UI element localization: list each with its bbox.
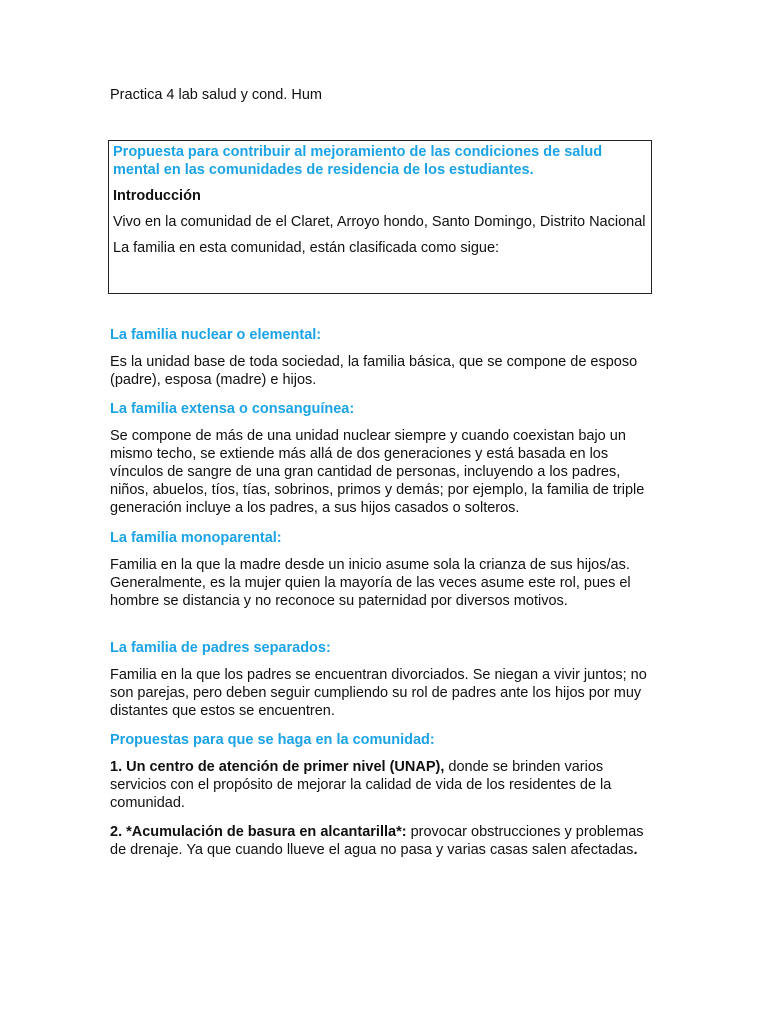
proposal-item-2-bold: 2. *Acumulación de basura en alcantarilla*:	[110, 824, 407, 840]
section-separated-parents-family	[110, 639, 658, 720]
section-nuclear-family	[110, 326, 658, 389]
proposal-item-1	[110, 758, 655, 812]
intro-paragraph-classification: La familia en esta comunidad, están clasificada como sigue:	[113, 240, 500, 256]
section-heading: La familia extensa o consanguínea:	[110, 401, 355, 417]
document-title: Practica 4 lab salud y cond. Hum	[110, 87, 322, 103]
section-heading: La familia de padres separados:	[110, 640, 331, 656]
proposal-item-2-end: .	[633, 842, 638, 858]
proposal-item-2	[110, 823, 655, 859]
proposal-item-2-text: provocar obstrucciones y problemas de drenaje. Ya que cuando llueve el agua no pasa y varias casas salen afectadas	[110, 824, 644, 858]
section-extended-family	[110, 400, 658, 517]
section-text: Se compone de más de una unidad nuclear siempre y cuando coexistan bajo un mismo techo, se extiende más allá de dos generaciones y está basada en los vínculos de sangre de una gran cantidad de personas, incluyendo a los padres, niños, abuelos, tíos, tías, sobrinos, primos y demás; por ejemplo, la familia de triple generación incluye a los padres, a sus hijos casados o solteros.	[110, 428, 645, 516]
intro-heading: Introducción	[113, 188, 201, 204]
proposal-title: Propuesta para contribuir al mejoramiento de las condiciones de salud mental en las comunidades de residencia de los estudiantes.	[113, 144, 603, 178]
intro-box	[108, 140, 652, 294]
section-text: Familia en la que los padres se encuentran divorciados. Se niegan a vivir juntos; no son parejas, pero deben seguir cumpliendo su rol de padres ante los hijos por muy distantes que estos se encuentren.	[110, 667, 647, 719]
section-heading: La familia monoparental:	[110, 530, 282, 546]
proposal-item-1-bold: 1. Un centro de atención de primer nivel (UNAP),	[110, 759, 445, 775]
section-heading: Propuestas para que se haga en la comunidad:	[110, 732, 435, 748]
section-single-parent-family	[110, 529, 658, 610]
section-text: Es la unidad base de toda sociedad, la familia básica, que se compone de esposo (padre), esposa (madre) e hijos.	[110, 354, 638, 388]
section-text: Familia en la que la madre desde un inicio asume sola la crianza de sus hijos/as. Generalmente, es la mujer quien la mayoría de las veces asume este rol, pues el hombre se distancia y no reconoce su paternidad por diversos motivos.	[110, 557, 631, 609]
section-heading: La familia nuclear o elemental:	[110, 327, 322, 343]
intro-paragraph-location: Vivo en la comunidad de el Claret, Arroyo hondo, Santo Domingo, Distrito Nacional	[113, 214, 646, 230]
proposal-item-1-text: donde se brinden varios servicios con el propósito de mejorar la calidad de vida de los residentes de la comunidad.	[110, 759, 612, 811]
section-community-proposals	[110, 731, 658, 758]
